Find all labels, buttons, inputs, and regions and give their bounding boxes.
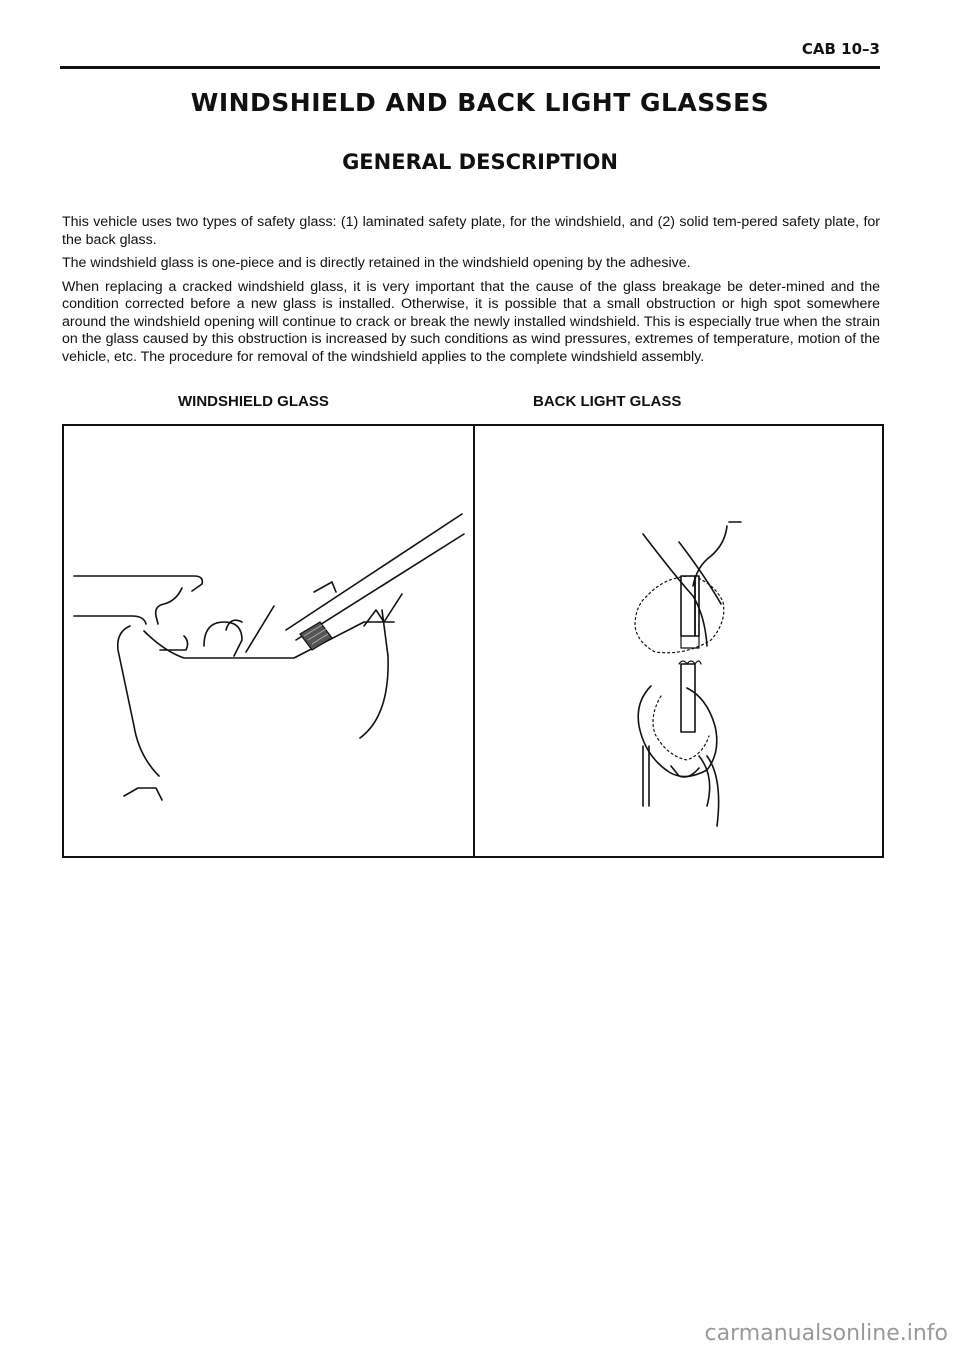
paragraph-3: When replacing a cracked windshield glass, it is very important that the cause of the glass breakage be deter-mined and the condition corrected before a new glass is installed. Otherwise, it is possible that a small obstruction or high spot somewhere around the windshield opening will continue to crack or break the newly installed windshield. This is especially true when the strain on the glass caused by this obstruction is increased by such conditions as wind pressures, extremes of temperature, motion of the vehicle, etc. The procedure for removal of the windshield applies to the complete windshield assembly. bbox=[62, 278, 880, 365]
description-text bbox=[62, 214, 880, 372]
header-rule bbox=[60, 66, 880, 69]
back-light-glass-caption: BACK LIGHT GLASS bbox=[533, 393, 682, 410]
section-heading: GENERAL DESCRIPTION bbox=[342, 150, 618, 174]
windshield-section-drawing bbox=[64, 426, 473, 856]
back-light-section-drawing bbox=[475, 426, 882, 856]
paragraph-2: The windshield glass is one-piece and is directly retained in the windshield opening by the adhesive. bbox=[62, 255, 691, 271]
page-number: CAB 10–3 bbox=[801, 40, 880, 58]
windshield-glass-caption: WINDSHIELD GLASS bbox=[178, 393, 329, 410]
page-title: WINDSHIELD AND BACK LIGHT GLASSES bbox=[190, 88, 770, 117]
watermark: carmanualsonline.info bbox=[704, 1321, 948, 1346]
adhesive-block bbox=[300, 622, 332, 650]
paragraph-1: This vehicle uses two types of safety glass: (1) laminated safety plate, for the windshield, and (2) solid tem-pered safety plate, for the back glass. bbox=[62, 214, 880, 248]
figure-frame bbox=[62, 424, 884, 858]
